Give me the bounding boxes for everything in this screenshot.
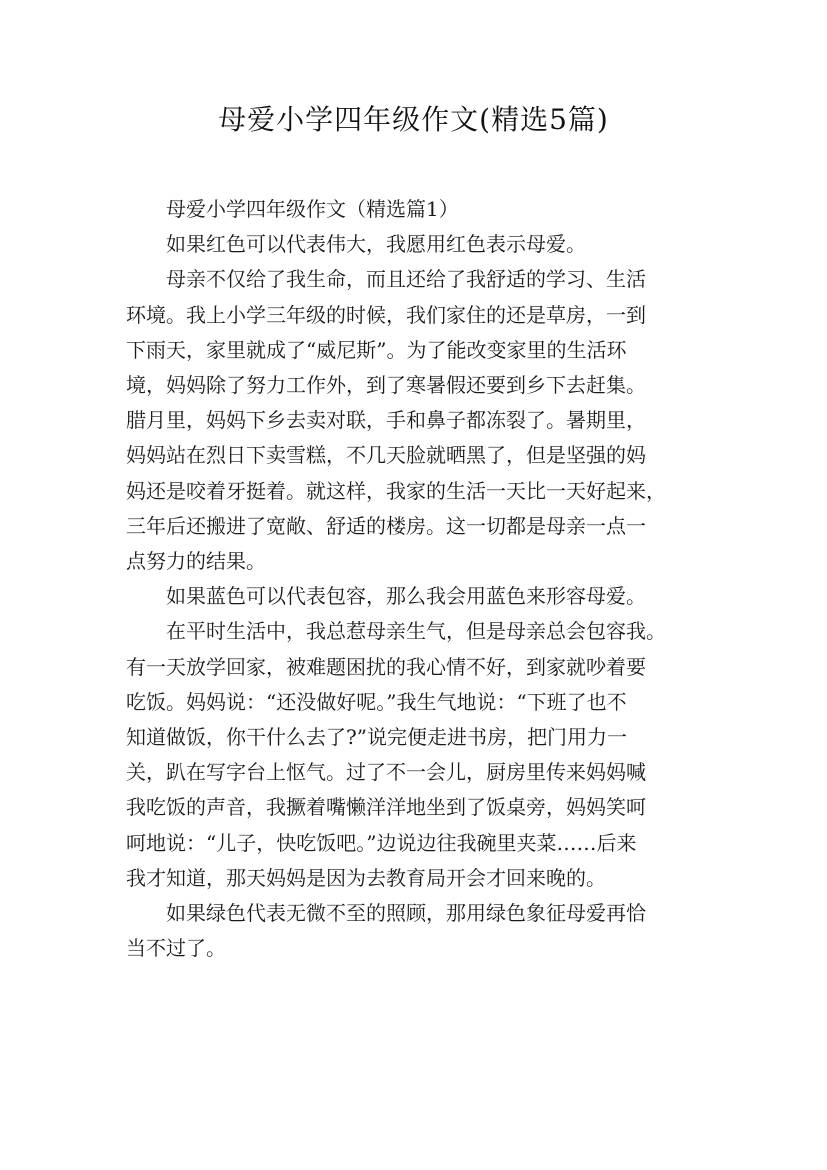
body-line: 当不过了。 <box>126 936 226 961</box>
document-body <box>126 192 702 966</box>
body-line: 如果红色可以代表伟大，我愿用红色表示母爱。 <box>166 232 586 257</box>
body-line: 如果绿色代表无微不至的照顾，那用绿色象征母爱再恰 <box>166 901 646 926</box>
body-line: 母亲不仅给了我生命，而且还给了我舒适的学习、生活 <box>166 267 646 292</box>
body-line: 如果蓝色可以代表包容，那么我会用蓝色来形容母爱。 <box>166 584 646 609</box>
body-line: 有一天放学回家，被难题困扰的我心情不好，到家就吵着要 <box>126 654 646 679</box>
document-title: 母爱小学四年级作文(精选5篇) <box>218 103 609 136</box>
body-line: 我才知道，那天妈妈是因为去教育局开会才回来晚的。 <box>126 865 606 890</box>
body-line: 在平时生活中，我总惹母亲生气，但是母亲总会包容我。 <box>166 619 666 644</box>
body-line: 三年后还搬进了宽敞、舒适的楼房。这一切都是母亲一点一 <box>126 513 646 538</box>
body-line: 吃饭。妈妈说：“还没做好呢。”我生气地说：“下班了也不 <box>126 689 627 714</box>
body-line: 境，妈妈除了努力工作外，到了寒暑假还要到乡下去赶集。 <box>126 373 646 398</box>
body-line: 呵地说：“儿子，快吃饭吧。”边说边往我碗里夹菜……后来 <box>126 830 637 855</box>
body-line: 母爱小学四年级作文（精选篇1） <box>166 197 459 221</box>
body-line: 妈还是咬着牙挺着。就这样，我家的生活一天比一天好起来， <box>126 478 666 503</box>
body-line: 关，趴在写字台上怄气。过了不一会儿，厨房里传来妈妈喊 <box>126 760 646 785</box>
body-line: 环境。我上小学三年级的时候，我们家住的还是草房，一到 <box>126 302 646 327</box>
body-line: 下雨天，家里就成了“威尼斯”。为了能改变家里的生活环 <box>126 337 627 362</box>
body-line: 知道做饭，你干什么去了?”说完便走进书房，把门用力一 <box>126 725 627 750</box>
body-line: 妈妈站在烈日下卖雪糕，不几天脸就晒黑了，但是坚强的妈 <box>126 443 646 468</box>
body-line: 点努力的结果。 <box>126 549 266 574</box>
body-line: 腊月里，妈妈下乡去卖对联，手和鼻子都冻裂了。暑期里， <box>126 408 646 433</box>
body-line: 我吃饭的声音，我撅着嘴懒洋洋地坐到了饭桌旁，妈妈笑呵 <box>126 795 646 820</box>
